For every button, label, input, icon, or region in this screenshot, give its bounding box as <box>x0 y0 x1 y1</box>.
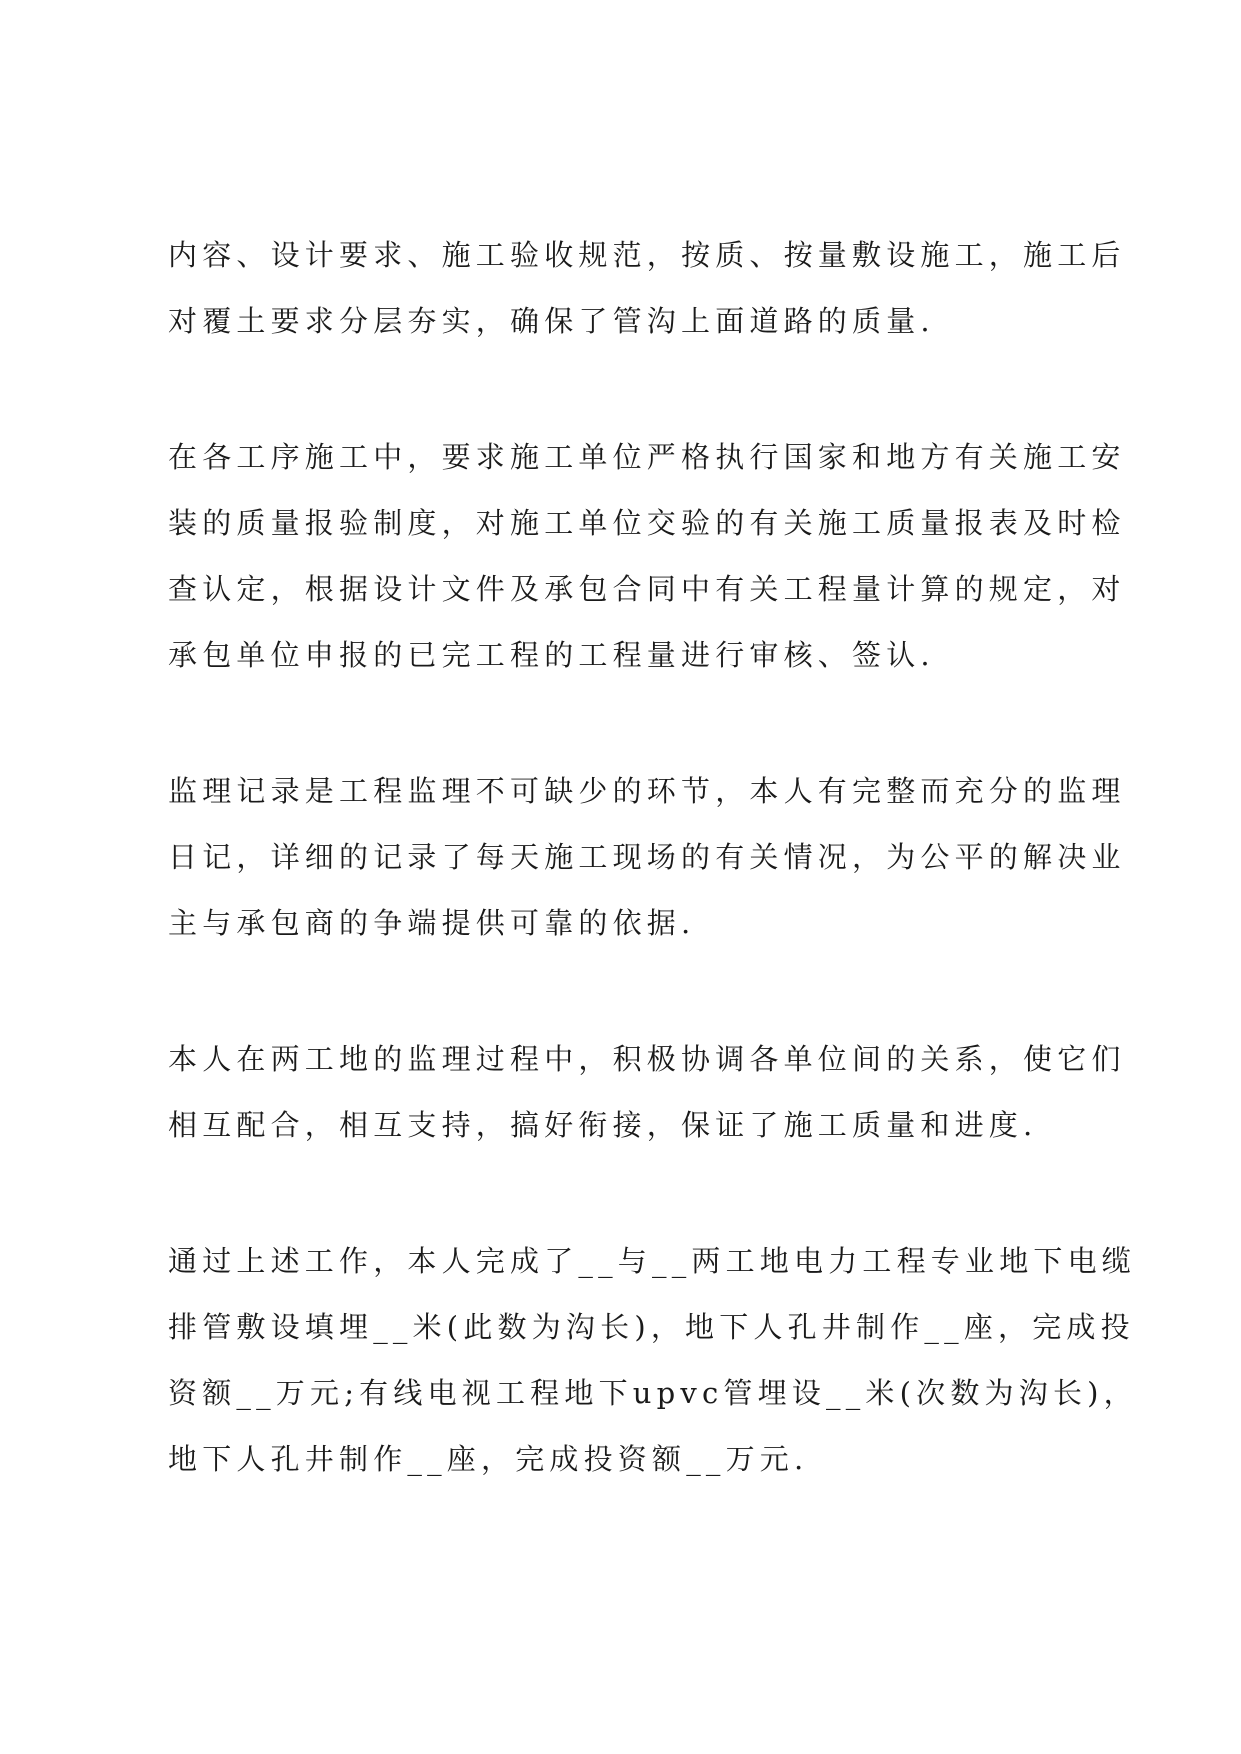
paragraph-supervision-records <box>168 758 1126 956</box>
text-line: 对覆土要求分层夯实，确保了管沟上面道路的质量. <box>168 304 935 338</box>
text-line: 通过上述工作，本人完成了__与__两工地电力工程专业地下电缆 <box>168 1244 1137 1278</box>
text-line: 装的质量报验制度，对施工单位交验的有关施工质量报表及时检 <box>168 506 1126 540</box>
paragraph-coordination <box>168 1026 1126 1158</box>
document-body <box>168 222 1138 1562</box>
text-line: 本人在两工地的监理过程中，积极协调各单位间的关系，使它们 <box>168 1042 1126 1076</box>
text-line: 日记，详细的记录了每天施工现场的有关情况，为公平的解决业 <box>168 840 1126 874</box>
text-line: 承包单位申报的已完工程的工程量进行审核、签认. <box>168 638 935 672</box>
text-line: 主与承包商的争端提供可靠的依据. <box>168 906 696 940</box>
paragraph-work-summary <box>168 1228 1138 1492</box>
paragraph-construction-quality <box>168 222 1126 354</box>
text-line: 资额__万元;有线电视工程地下upvc管埋设__米(次数为沟长)， <box>168 1376 1138 1410</box>
text-line: 内容、设计要求、施工验收规范，按质、按量敷设施工，施工后 <box>168 238 1126 272</box>
text-line: 监理记录是工程监理不可缺少的环节，本人有完整而充分的监理 <box>168 774 1126 808</box>
text-line: 查认定，根据设计文件及承包合同中有关工程量计算的规定，对 <box>168 572 1126 606</box>
text-line: 相互配合，相互支持，搞好衔接，保证了施工质量和进度. <box>168 1108 1038 1142</box>
text-line: 在各工序施工中，要求施工单位严格执行国家和地方有关施工安 <box>168 440 1126 474</box>
text-line: 地下人孔井制作__座，完成投资额__万元. <box>168 1442 809 1476</box>
text-line: 排管敷设填埋__米(此数为沟长)，地下人孔井制作__座，完成投 <box>168 1310 1135 1344</box>
paragraph-inspection-procedure <box>168 424 1126 688</box>
